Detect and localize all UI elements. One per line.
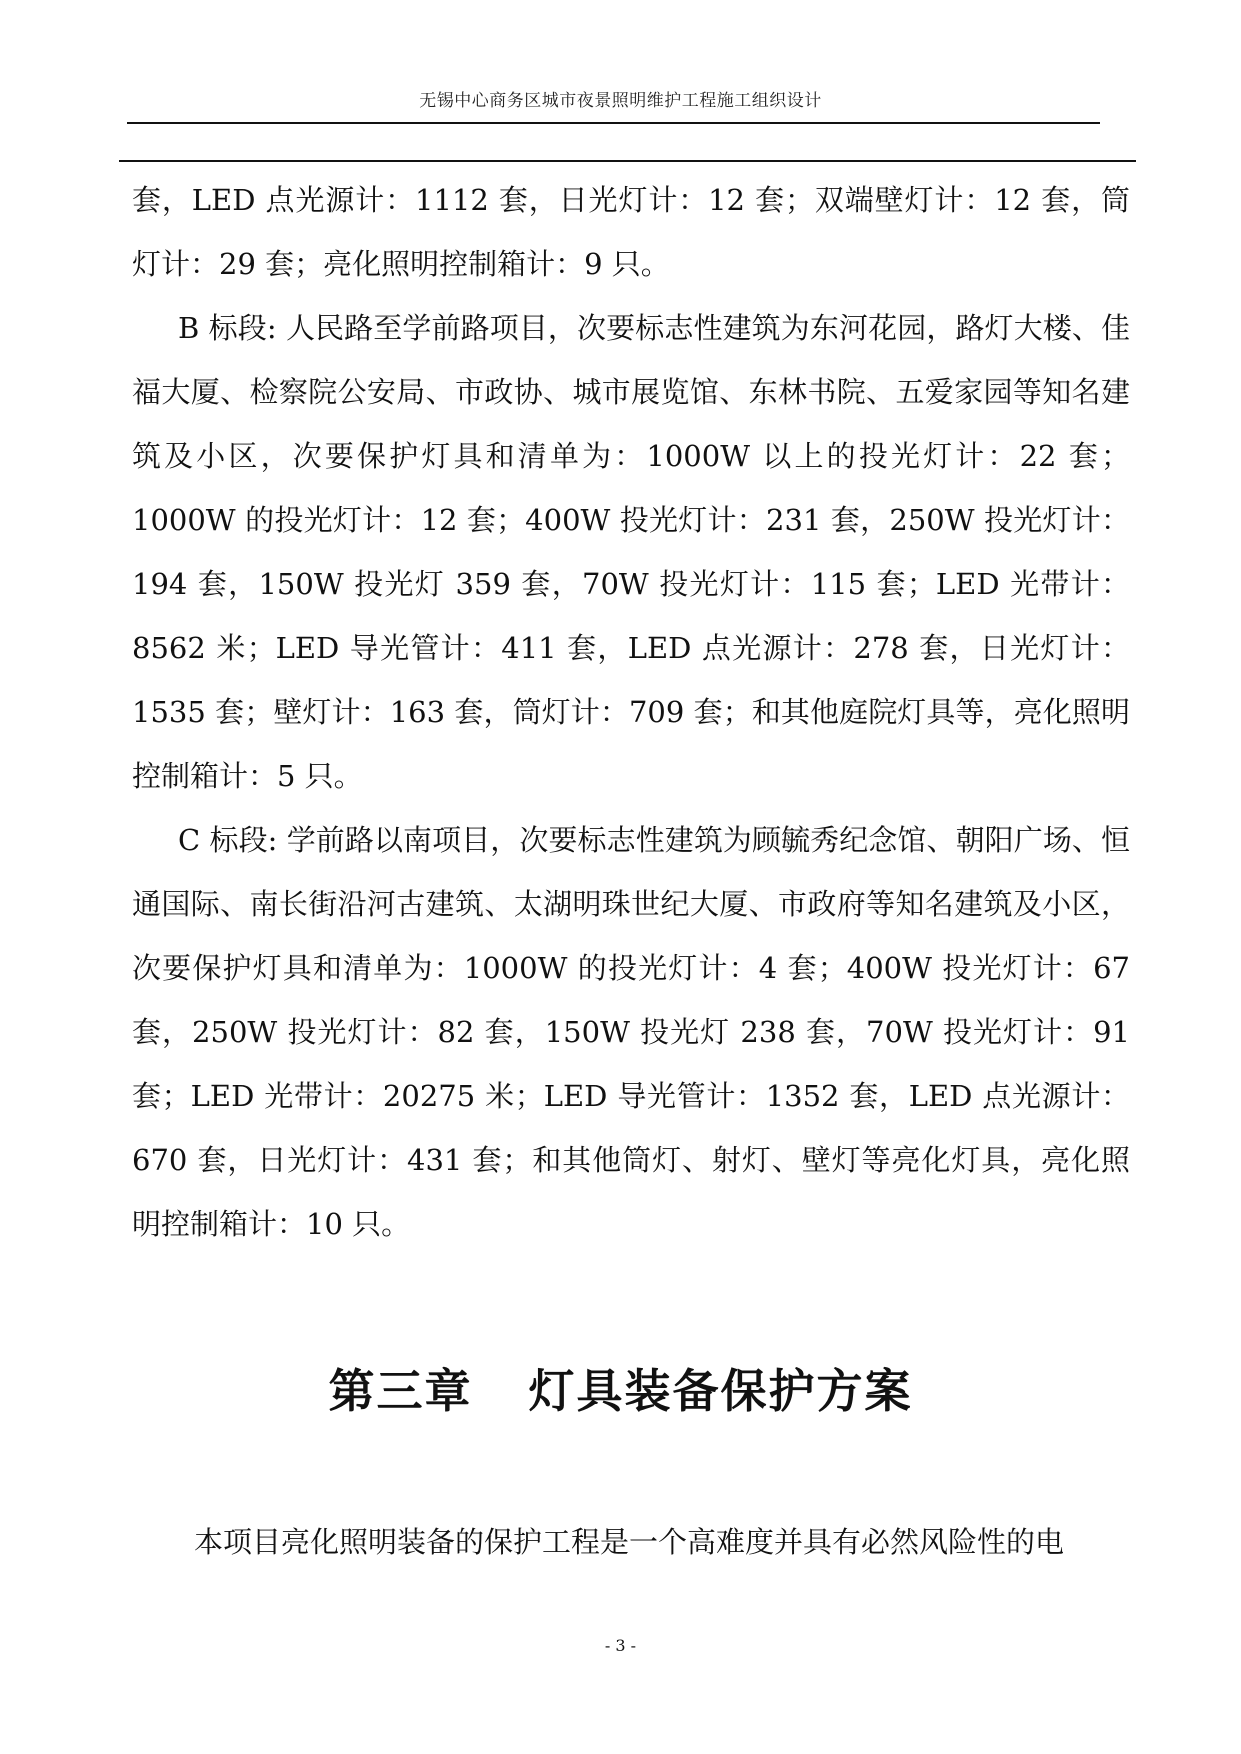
- header-rule: [127, 122, 1100, 124]
- chapter-heading: [0, 1355, 1241, 1421]
- paragraph-intro: 本项目亮化照明装备的保护工程是一个高难度并具有必然风险性的电: [194, 1525, 1065, 1559]
- paragraph-continuation: 套，LED 点光源计：1112 套，日光灯计：12 套；双端壁灯计：12 套，筒灯计：29 套；亮化照明控制箱计：9 只。: [132, 183, 1130, 281]
- paragraph-section-b: B 标段: 人民路至学前路项目，次要标志性建筑为东河花园，路灯大楼、佳福大厦、检察院公安局、市政协、城市展览馆、东林书院、五爱家园等知名建筑及小区，次要保护灯具和清单为：1000W 以上的投光灯计：22 套；1000W 的投光灯计：12 套；400W 投光灯计：231 套，250W 投光灯计：194 套，150W 投光灯 359 套，70W 投光灯计：115 套；LED 光带计：8562 米；LED 导光管计：411 套，LED 点光源计：278 套，日光灯计：1535 套；壁灯计：163 套，筒灯计：709 套；和其他庭院灯具等，亮化照明控制箱计：5 只。: [132, 311, 1130, 793]
- page-number: - 3 -: [604, 1636, 637, 1655]
- chapter-title: 灯具装备保护方案: [528, 1364, 913, 1418]
- body-text: [132, 168, 1130, 1256]
- paragraph-section-c: C 标段: 学前路以南项目，次要标志性建筑为顾毓秀纪念馆、朝阳广场、恒通国际、南长街沿河古建筑、太湖明珠世纪大厦、市政府等知名建筑及小区，次要保护灯具和清单为：1000W 的投光灯计：4 套；400W 投光灯计：67 套，250W 投光灯计：82 套，150W 投光灯 238 套，70W 投光灯计：91 套；LED 光带计：20275 米；LED 导光管计：1352 套，LED 点光源计：670 套，日光灯计：431 套；和其他筒灯、射灯、壁灯等亮化灯具，亮化照明控制箱计：10 只。: [132, 823, 1130, 1241]
- header-rule-secondary: [119, 160, 1136, 162]
- chapter-number: 第三章: [328, 1364, 473, 1418]
- page-header: 无锡中心商务区城市夜景照明维护工程施工组织设计: [419, 91, 822, 111]
